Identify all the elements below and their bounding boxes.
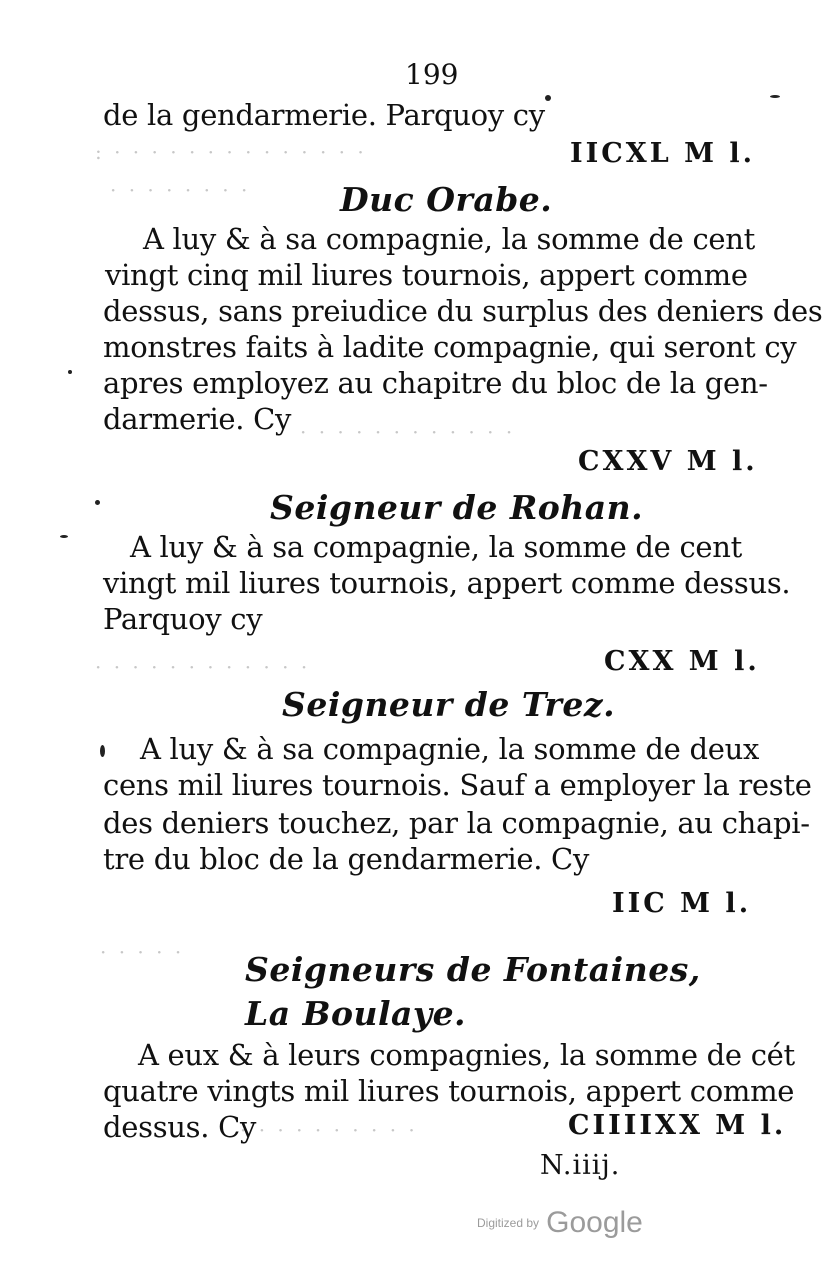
ink-speck [100, 745, 105, 757]
ink-speck [545, 95, 551, 101]
text-line: de la gendarmerie. Parquoy cy [103, 98, 545, 132]
show-through-noise: · · · · · · · · · · · · [300, 420, 516, 444]
entry-heading: Seigneurs de Fontaines, [245, 950, 701, 989]
signature-mark: N.iiij. [540, 1150, 621, 1181]
text-line: A eux & à leurs compagnies, la somme de cét [138, 1038, 795, 1072]
digitized-watermark [477, 1206, 643, 1240]
show-through-noise: · · · · · · · · · · [240, 1118, 418, 1142]
text-line: quatre vingts mil liures tournois, appert comme [103, 1074, 795, 1108]
show-through-noise: · · · · · · · · · · · · [95, 655, 311, 679]
entry-heading: Duc Orabe. [340, 180, 553, 219]
show-through-noise: : · · · · · · · · · · · · · · [95, 140, 367, 164]
text-line: cens mil liures tournois. Sauf a employer la reste [103, 768, 812, 802]
amount-total: IICXL M l. [570, 138, 756, 169]
ink-speck [68, 370, 72, 374]
amount-total: IIC M l. [612, 888, 752, 919]
entry-heading: Seigneur de Trez. [282, 685, 616, 724]
text-line: A luy & à sa compagnie, la somme de cent [130, 530, 742, 564]
text-line: A luy & à sa compagnie, la somme de deux [140, 732, 760, 766]
text-line: dessus, sans preiudice du surplus des deniers des [103, 294, 823, 328]
amount-total: CXXV M l. [578, 446, 758, 477]
amount-total: CXX M l. [604, 646, 760, 677]
text-line: A luy & à sa compagnie, la somme de cent [143, 222, 755, 256]
text-line: apres employez au chapitre du bloc de la gen- [103, 366, 768, 400]
text-line: des deniers touchez, par la compagnie, au chapi- [103, 806, 810, 840]
watermark-prefix: Digitized by [477, 1216, 540, 1230]
page-number: 199 [405, 58, 459, 91]
text-line: tre du bloc de la gendarmerie. Cy [103, 842, 590, 876]
text-line: vingt mil liures tournois, appert comme dessus. [103, 566, 791, 600]
entry-heading-continued: La Boulaye. [245, 994, 467, 1033]
text-line: vingt cinq mil liures tournois, appert comme [105, 258, 748, 292]
text-line: darmerie. Cy [103, 402, 292, 436]
text-line: monstres faits à ladite compagnie, qui seront cy [103, 330, 797, 364]
entry-heading: Seigneur de Rohan. [270, 488, 644, 527]
text-line: dessus. Cy [103, 1110, 257, 1144]
show-through-noise: · · · · · [100, 940, 185, 964]
text-line: Parquoy cy [103, 602, 263, 636]
ink-speck [60, 535, 68, 538]
ink-speck [770, 95, 780, 98]
amount-total: CIIIIXX M l. [568, 1110, 787, 1141]
ink-speck [95, 500, 100, 505]
watermark-brand: Google [546, 1206, 643, 1239]
show-through-noise: · · · · · · · · [110, 178, 251, 202]
